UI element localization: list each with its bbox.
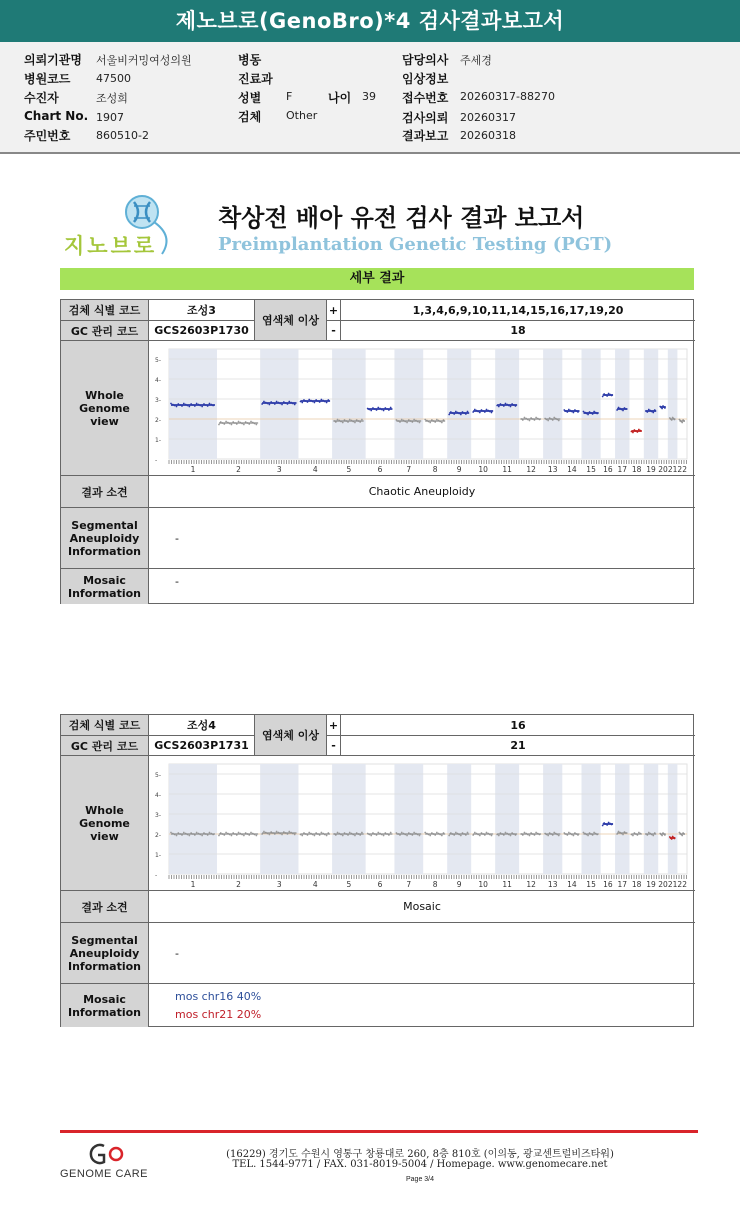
chromosome-band bbox=[668, 764, 678, 874]
y-tick-label: 4- bbox=[155, 377, 161, 384]
genome-view-cell bbox=[149, 756, 695, 891]
chromosome-band bbox=[644, 349, 658, 459]
receipt-label: 접수번호 bbox=[402, 91, 449, 105]
sex-value: F bbox=[286, 90, 293, 103]
chromosome-label: 3 bbox=[276, 880, 282, 889]
mosaic-gain-line: mos chr16 40% bbox=[175, 989, 262, 1003]
gain-sign: + bbox=[327, 715, 341, 736]
gain-sign: + bbox=[327, 300, 341, 321]
abnormal-label: 염색체 이상 bbox=[255, 300, 327, 341]
genobro-logo bbox=[62, 192, 182, 258]
chromosome-band bbox=[615, 764, 629, 874]
footer-address: (16229) 경기도 수원시 영통구 창룡대로 260, 8층 810호 (이의동, 광교센트럴비즈타워) bbox=[226, 1149, 614, 1160]
patient-label: 수진자 bbox=[24, 91, 59, 105]
company-name: GENOME CARE bbox=[60, 1168, 149, 1180]
mosaic-label: Mosaic Information bbox=[61, 984, 149, 1027]
gain-chromosomes: 16 bbox=[341, 715, 695, 736]
finding-label: 결과 소견 bbox=[61, 476, 149, 508]
y-tick-label: 4- bbox=[155, 792, 161, 799]
chromosome-label: 8 bbox=[432, 880, 438, 889]
segmental-value: - bbox=[149, 508, 695, 569]
chromosome-label: 19 bbox=[646, 880, 656, 889]
request-value: 20260317 bbox=[460, 111, 516, 124]
sample-id-label: 검체 식별 코드 bbox=[61, 715, 149, 736]
chromosome-label: 11 bbox=[502, 465, 512, 474]
chromosome-label: 9 bbox=[456, 880, 462, 889]
age-value: 39 bbox=[362, 90, 376, 103]
chromosome-label: 1 bbox=[190, 880, 196, 889]
whole-genome-plot bbox=[151, 758, 691, 889]
resident-label: 주민번호 bbox=[24, 129, 71, 143]
gc-code-label: GC 관리 코드 bbox=[61, 321, 149, 341]
chromosome-band bbox=[668, 349, 678, 459]
page-number: Page 3/4 bbox=[405, 1176, 435, 1183]
y-tick-label: 2- bbox=[155, 832, 161, 839]
chromosome-band bbox=[495, 764, 519, 874]
doctor-label: 담당의사 bbox=[402, 53, 449, 67]
dept-label: 진료과 bbox=[238, 72, 273, 86]
chromosome-band bbox=[394, 349, 423, 459]
y-tick-label: 2- bbox=[155, 417, 161, 424]
chromosome-label: 6 bbox=[377, 465, 383, 474]
chromosome-label: 22 bbox=[677, 465, 687, 474]
mosaic-value: - bbox=[175, 575, 179, 588]
report-subtitle: Preimplantation Genetic Testing (PGT) bbox=[218, 234, 613, 255]
chromosome-label: 13 bbox=[547, 880, 558, 889]
chromosome-label: 14 bbox=[567, 465, 577, 474]
mosaic-label: Mosaic Information bbox=[61, 569, 149, 604]
chromosome-band bbox=[543, 764, 562, 874]
y-tick-label: - bbox=[155, 872, 158, 879]
chromosome-band bbox=[332, 349, 366, 459]
genome-view-cell bbox=[149, 341, 695, 476]
chromosome-band bbox=[644, 764, 658, 874]
chromosome-label: 17 bbox=[617, 880, 628, 889]
mosaic-value bbox=[149, 984, 695, 1027]
y-tick-label: 5- bbox=[155, 357, 161, 364]
chromosome-label: 2 bbox=[236, 880, 241, 889]
segmental-label: Segmental Aneuploidy Information bbox=[61, 923, 149, 984]
chromosome-label: 14 bbox=[567, 880, 577, 889]
y-tick-label: 1- bbox=[155, 852, 161, 859]
mosaic-loss-line: mos chr21 20% bbox=[175, 1007, 262, 1021]
footer-contact: TEL. 1544-9771 / FAX. 031-8019-5004 / Homepage. www.genomecare.net bbox=[232, 1159, 608, 1170]
chromosome-band bbox=[615, 349, 629, 459]
chromosome-label: 16 bbox=[603, 465, 613, 474]
chromosome-band bbox=[581, 764, 600, 874]
chromosome-band bbox=[260, 764, 298, 874]
y-tick-label: - bbox=[155, 457, 158, 464]
loss-chromosomes: 18 bbox=[341, 321, 695, 341]
x-axis-ticks bbox=[169, 460, 687, 464]
genome-view-label: Whole Genome view bbox=[61, 756, 149, 891]
report-date-label: 결과보고 bbox=[402, 129, 449, 143]
segmental-label: Segmental Aneuploidy Information bbox=[61, 508, 149, 569]
chromosome-label: 15 bbox=[586, 880, 596, 889]
chromosome-label: 8 bbox=[432, 465, 438, 474]
report-date-value: 20260318 bbox=[460, 129, 516, 142]
finding-label: 결과 소견 bbox=[61, 891, 149, 923]
chromosome-band bbox=[169, 764, 217, 874]
result-block-2 bbox=[60, 714, 694, 1027]
footer-divider bbox=[60, 1130, 698, 1133]
request-label: 검사의뢰 bbox=[402, 111, 449, 125]
gc-code-value: GCS2603P1731 bbox=[149, 736, 255, 756]
gc-code-label: GC 관리 코드 bbox=[61, 736, 149, 756]
chromosome-label: 5 bbox=[346, 880, 352, 889]
y-tick-label: 3- bbox=[155, 397, 161, 404]
report-title-bar: 제노브로(GenoBro)*4 검사결과보고서 bbox=[0, 0, 740, 42]
ward-label: 병동 bbox=[238, 53, 262, 67]
result-block-1 bbox=[60, 299, 694, 604]
chromosome-label: 19 bbox=[646, 465, 656, 474]
loss-sign: - bbox=[327, 321, 341, 341]
chromosome-label: 5 bbox=[346, 465, 352, 474]
chromosome-label: 4 bbox=[312, 465, 318, 474]
chromosome-label: 10 bbox=[478, 465, 488, 474]
hospital-code-label: 병원코드 bbox=[24, 72, 71, 86]
chromosome-label: 7 bbox=[406, 880, 412, 889]
chromosome-band bbox=[581, 349, 600, 459]
doctor-value: 주세경 bbox=[460, 54, 492, 67]
patient-value: 조성희 bbox=[96, 92, 128, 105]
chromosome-label: 9 bbox=[456, 465, 462, 474]
genome-care-logo bbox=[60, 1140, 160, 1184]
chromosome-label: 2 bbox=[236, 465, 241, 474]
chromosome-label: 22 bbox=[677, 880, 687, 889]
clinical-label: 임상정보 bbox=[402, 72, 449, 86]
sample-id-label: 검체 식별 코드 bbox=[61, 300, 149, 321]
section-header: 세부 결과 bbox=[60, 268, 694, 290]
chromosome-band bbox=[447, 349, 471, 459]
chromosome-label: 12 bbox=[526, 465, 536, 474]
receipt-value: 20260317-88270 bbox=[460, 90, 555, 103]
y-tick-label: 3- bbox=[155, 812, 161, 819]
chromosome-label: 11 bbox=[502, 880, 512, 889]
logo-text: 지노브로 bbox=[64, 234, 158, 258]
chromosome-label: 4 bbox=[312, 880, 318, 889]
chromosome-label: 17 bbox=[617, 465, 628, 474]
finding-value: Chaotic Aneuploidy bbox=[149, 476, 695, 508]
chromosome-label: 21 bbox=[667, 880, 678, 889]
chromosome-band bbox=[394, 764, 423, 874]
genome-view-label: Whole Genome view bbox=[61, 341, 149, 476]
hospital-code-value: 47500 bbox=[96, 72, 131, 85]
y-tick-label: 5- bbox=[155, 772, 161, 779]
chromosome-label: 15 bbox=[586, 465, 596, 474]
chromosome-band bbox=[332, 764, 366, 874]
sample-label: 검체 bbox=[238, 110, 262, 124]
chromosome-label: 1 bbox=[190, 465, 196, 474]
chromosome-label: 20 bbox=[658, 880, 668, 889]
institution-label: 의뢰기관명 bbox=[24, 53, 82, 67]
chart-value: 1907 bbox=[96, 111, 124, 124]
report-title: 착상전 배아 유전 검사 결과 보고서 bbox=[218, 204, 585, 232]
chromosome-label: 21 bbox=[667, 465, 678, 474]
sex-label: 성별 bbox=[238, 91, 262, 105]
sample-id-value: 조성3 bbox=[149, 300, 255, 321]
chromosome-label: 3 bbox=[276, 465, 282, 474]
segmental-value: - bbox=[149, 923, 695, 984]
chromosome-label: 13 bbox=[547, 465, 558, 474]
abnormal-label: 염색체 이상 bbox=[255, 715, 327, 756]
gain-chromosomes: 1,3,4,6,9,10,11,14,15,16,17,19,20 bbox=[341, 300, 695, 321]
chromosome-band bbox=[543, 349, 562, 459]
chromosome-label: 7 bbox=[406, 465, 412, 474]
genome-care-mark-icon bbox=[60, 1140, 160, 1168]
chromosome-label: 18 bbox=[631, 880, 642, 889]
loss-chromosomes: 21 bbox=[341, 736, 695, 756]
gc-code-value: GCS2603P1730 bbox=[149, 321, 255, 341]
patient-info-panel bbox=[0, 42, 740, 154]
sample-id-value: 조성4 bbox=[149, 715, 255, 736]
chart-label: Chart No. bbox=[24, 109, 89, 123]
chromosome-label: 18 bbox=[631, 465, 642, 474]
y-tick-label: 1- bbox=[155, 437, 161, 444]
finding-value: Mosaic bbox=[149, 891, 695, 923]
chromosome-label: 10 bbox=[478, 880, 488, 889]
chromosome-label: 20 bbox=[658, 465, 668, 474]
loss-sign: - bbox=[327, 736, 341, 756]
institution-value: 서울비커밍여성의원 bbox=[96, 54, 192, 67]
sample-value: Other bbox=[286, 109, 318, 122]
x-axis-ticks bbox=[169, 875, 687, 879]
chromosome-label: 16 bbox=[603, 880, 613, 889]
whole-genome-plot bbox=[151, 343, 691, 474]
age-label: 나이 bbox=[328, 91, 352, 105]
resident-value: 860510-2 bbox=[96, 129, 149, 142]
chromosome-band bbox=[447, 764, 471, 874]
chromosome-label: 6 bbox=[377, 880, 383, 889]
chromosome-label: 12 bbox=[526, 880, 536, 889]
